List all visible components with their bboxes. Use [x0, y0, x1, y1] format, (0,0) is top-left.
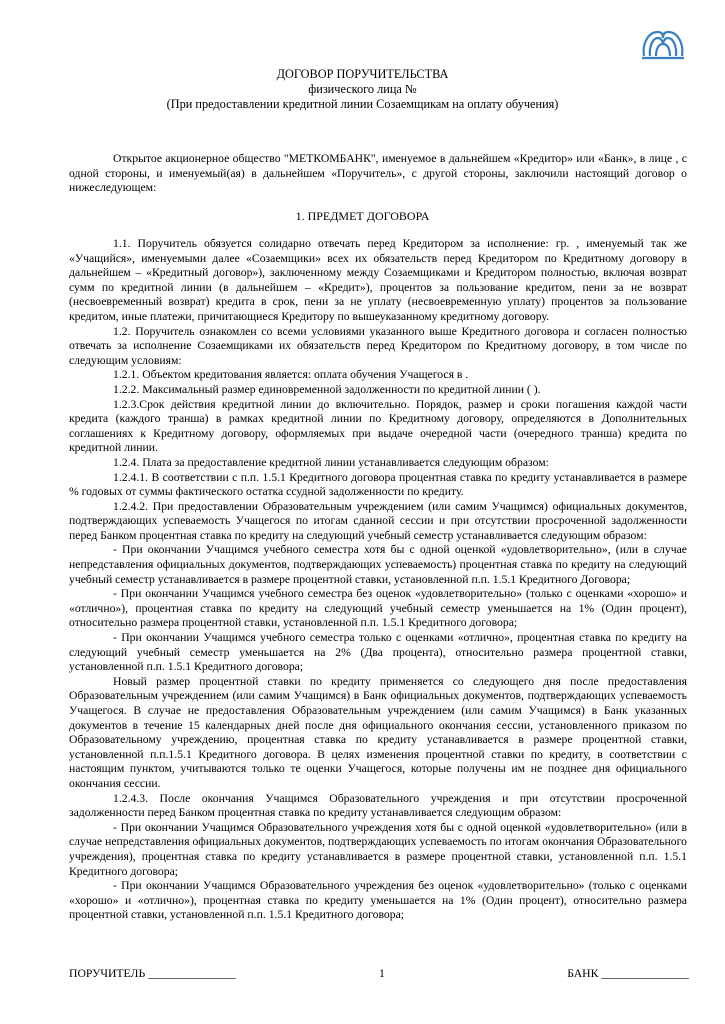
paragraph-1-2-2: 1.2.2. Максимальный размер единовременной задолженности по кредитной линии ( ).: [113, 382, 541, 396]
intro-block: [69, 152, 687, 196]
list-item-excellent: - При окончании Учащимся учебного семестра только с оценками «отлично», процентная ставка по кредиту на следующий учебный семестр уменьшается на 2% (Два процента), относительно размера процентной ставки, установленной п.п. 1.5.1 Кредитного договора;: [69, 631, 687, 674]
paragraph-1-2-4-2: 1.2.4.2. При предоставлении Образовательным учреждением (или самим Учащимся) официальных документов, подтверждающих успеваемость Учащегося по итогам сданной сессии и при отсутствии просроченной задолженности перед Банком процентная ставка по кредиту на следующий учебный семестр устанавливается следующим образом:: [69, 499, 687, 542]
paragraph-1-2-4: 1.2.4. Плата за предоставление кредитной линии устанавливается следующим образом:: [113, 455, 549, 469]
paragraph-new-rate: Новый размер процентной ставки по кредиту применяется со следующего дня после предоставления Образовательным учреждением (или самим Учащимся) в Банк официальных документов, подтверждающих успеваемость Учащегося. В случае не предоставления Образовательным учреждением (или самим Учащимся) в Банк указанных документов в течение 15 календарных дней после дня официального окончания сессии, установленного приказом по Образовательному учреждению, процентная ставка по кредиту устанавливается в размере процентной ставки, установленной п.п.1.5.1 Кредитного договора. В целях изменения процентной ставки по кредиту, в соответствии с настоящим пунктом, учитываются только те оценки Учащегося, которые получены им не позднее дня официального окончания сессии.: [69, 674, 687, 790]
list-item-grad-satisfactory: - При окончании Учащимся Образовательного учреждения хотя бы с одной оценкой «удовлетворительно» (или в случае непредставления официальных документов, подтверждающих успеваемость по итогам окончания Образовательного учреждения), процентная ставка по кредиту устанавливается в размере процентной ставки, установленной п.п. 1.5.1 Кредитного договора;: [69, 820, 687, 878]
document-title: ДОГОВОР ПОРУЧИТЕЛЬСТВА: [276, 67, 449, 81]
document-header: [0, 67, 725, 112]
paragraph-1-2: 1.2. Поручитель ознакомлен со всеми условиями указанного выше Кредитного договора и согласен полностью отвечать за исполнение Созаемщиками их обязательств перед Кредитором по Кредитному договору, в том числе по следующим условиям:: [69, 324, 687, 367]
list-item-satisfactory: - При окончании Учащимся учебного семестра хотя бы с одной оценкой «удовлетворительно», (или в случае непредставления официальных документов, подтверждающих успеваемость) процентная ставка по кредиту на следующий учебный семестр устанавливается в размере процентной ставки, установленной п.п. 1.5.1 Кредитного Договора;: [69, 543, 687, 586]
guarantor-signature-line: ПОРУЧИТЕЛЬ _______________: [69, 967, 236, 980]
intro-paragraph: Открытое акционерное общество "МЕТКОМБАНК", именуемое в дальнейшем «Кредитор» или «Банк», в лице , с одной стороны, и именуемый(ая) в дальнейшем «Поручитель», с другой стороны, заключили настоящий договор о нижеследующем:: [69, 152, 687, 195]
document-note: (При предоставлении кредитной линии Созаемщикам на оплату обучения): [166, 97, 559, 111]
body-block: [69, 237, 687, 923]
document-subtitle: физического лица №: [308, 82, 417, 96]
page-number: 1: [379, 967, 385, 980]
paragraph-1-2-4-3: 1.2.4.3. После окончания Учащимся Образовательного учреждения и при отсутствии просроченной задолженности перед Банком процентная ставка по кредиту устанавливается следующим образом:: [69, 791, 687, 820]
paragraph-1-2-3: 1.2.3.Срок действия кредитной линии до включительно. Порядок, размер и сроки погашения каждой части кредита (каждого транша) в рамках кредитной линии по Кредитному договору, определяются в Дополнительных соглашениях к Кредитному договору, оформляемых при выдаче очередной части (очередного транша) кредита по кредитной линии.: [69, 397, 687, 455]
page-footer: [69, 967, 689, 983]
list-item-grad-good: - При окончании Учащимся Образовательного учреждения без оценок «удовлетворительно» (только с оценками «хорошо» и «отлично»), процентная ставка по кредиту уменьшается на 1% (Один процент), относительно размера процентной ставки, установленной п.п. 1.5.1 Кредитного договора;: [69, 879, 687, 922]
paragraph-1-2-1: 1.2.1. Объектом кредитования является: оплата обучения Учащегося в .: [113, 368, 469, 382]
bank-signature-line: БАНК _______________: [567, 967, 689, 980]
paragraph-1-2-4-1: 1.2.4.1. В соответствии с п.п. 1.5.1 Кредитного договора процентная ставка по кредиту устанавливается в размере % годовых от суммы фактического остатка ссудной задолженности по кредиту.: [69, 470, 687, 499]
paragraph-1-1: 1.1. Поручитель обязуется солидарно отвечать перед Кредитором за исполнение: гр. , именуемый так же «Учащийся», именуемыми далее «Созаемщики» всех их обязательств перед Кредитором по Кредитному договору в дальнейшем – «Кредитный договор»), заключенному между Созаемщиками и Кредитором полностью, включая возврат сумм по кредитной линии (в дальнейшем – «Кредит»), процентов за пользование кредитом, пени за не возврат (несвоевременный возврат) кредита в срок, пени за не уплату (несвоевременную уплату) процентов за пользование кредитом, иные платежи, причитающиеся Кредитору по вышеуказанному кредитному договору.: [69, 237, 687, 323]
bank-logo-icon: [638, 26, 688, 62]
section-title: 1. ПРЕДМЕТ ДОГОВОРА: [295, 209, 430, 223]
list-item-good: - При окончании Учащимся учебного семестра без оценок «удовлетворительно» (только с оценками «хорошо» и «отлично»), процентная ставка по кредиту на следующий учебный семестр уменьшается на 1% (Один процент), относительно размера процентной ставки, установленной п.п. 1.5.1 Кредитного договора;: [69, 587, 687, 630]
